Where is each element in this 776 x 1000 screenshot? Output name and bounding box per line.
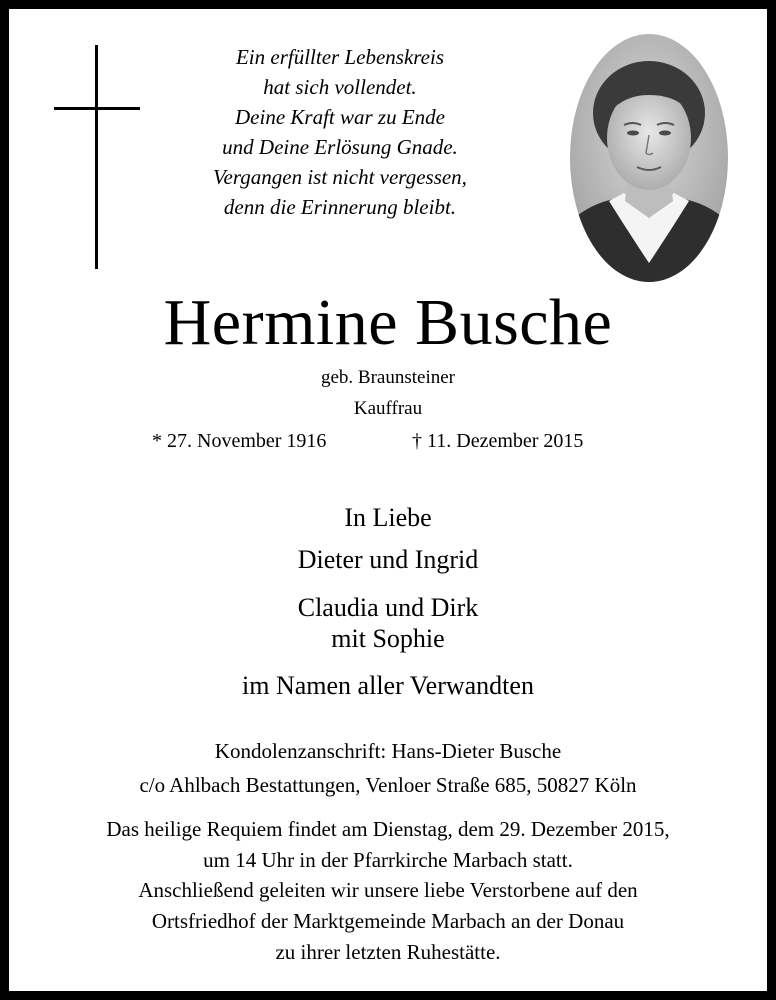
cross-icon <box>54 45 140 269</box>
service-info-line: zu ihrer letzten Ruhestätte. <box>275 940 501 964</box>
portrait-photo <box>569 33 729 283</box>
birth-date: * 27. November 1916 <box>152 430 327 452</box>
service-info-line: Ortsfriedhof der Marktgemeinde Marbach an der Donau <box>151 909 625 933</box>
service-info-line: um 14 Uhr in der Pfarrkirche Marbach statt. <box>203 848 573 872</box>
death-date: † 11. Dezember 2015 <box>412 430 584 452</box>
mourner-line: im Namen aller Verwandten <box>242 671 534 700</box>
poem-line: hat sich vollendet. <box>263 75 417 99</box>
mourners-intro: In Liebe <box>344 503 432 532</box>
deceased-name: Hermine Busche <box>163 286 613 359</box>
poem-line: Ein erfüllter Lebenskreis <box>235 45 445 69</box>
poem-line: Deine Kraft war zu Ende <box>235 105 445 129</box>
service-info-line: Das heilige Requiem findet am Dienstag, dem 29. Dezember 2015, <box>106 817 670 841</box>
service-info-line: Anschließend geleiten wir unsere liebe Verstorbene auf den <box>138 878 638 902</box>
condolence-address-line: Kondolenzanschrift: Hans-Dieter Busche <box>214 739 562 763</box>
mourner-line: Claudia und Dirk <box>297 593 479 622</box>
occupation: Kauffrau <box>353 398 423 419</box>
poem <box>190 42 490 222</box>
poem-line: Vergangen ist nicht vergessen, <box>213 165 467 189</box>
poem-line: denn die Erinnerung bleibt. <box>223 195 457 219</box>
poem-line: und Deine Erlösung Gnade. <box>222 135 458 159</box>
mourner-line: mit Sophie <box>331 624 445 653</box>
mourner-line: Dieter und Ingrid <box>297 545 479 574</box>
condolence-address-line: c/o Ahlbach Bestattungen, Venloer Straße 685, 50827 Köln <box>139 773 637 797</box>
birth-name: geb. Braunsteiner <box>320 367 455 388</box>
